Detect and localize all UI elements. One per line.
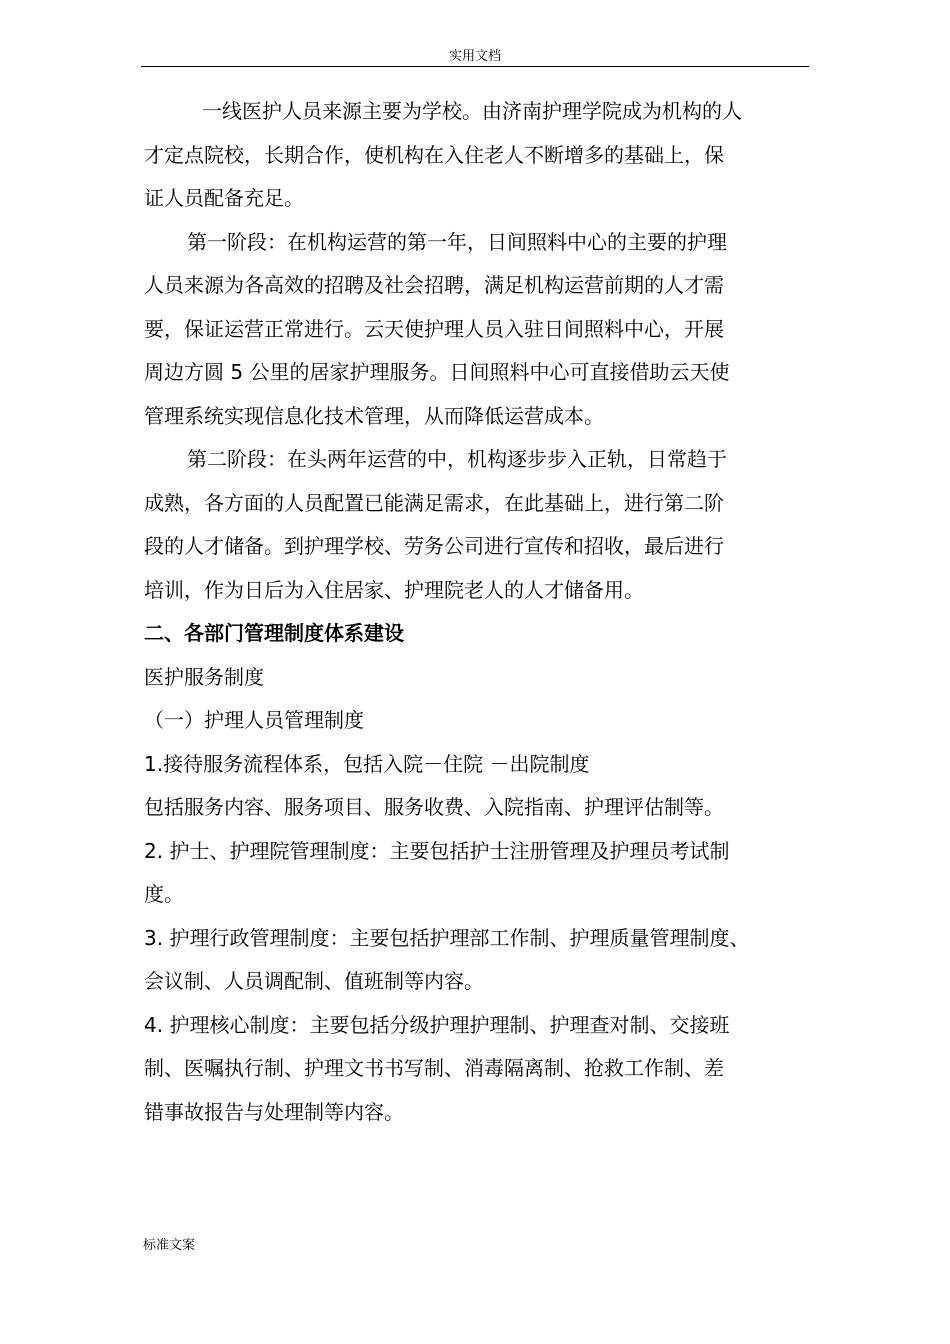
paragraph-line: 制、医嘱执行制、护理文书书写制、消毒隔离制、抢救工作制、差 bbox=[144, 1056, 724, 1080]
paragraph-line: 才定点院校，长期合作，使机构在入住老人不断增多的基础上，保 bbox=[144, 142, 724, 167]
paragraph-line: 第二阶段：在头两年运营的中，机构逐步步入正轨，日常趋于 bbox=[187, 447, 727, 471]
paragraph-line: 成熟，各方面的人员配置已能满足需求，在此基础上，进行第二阶 bbox=[144, 490, 724, 515]
list-item: 1.接待服务流程体系，包括入院－住院 －出院制度 bbox=[144, 751, 590, 776]
paragraph-line: 错事故报告与处理制等内容。 bbox=[144, 1099, 404, 1124]
section-heading: 二、各部门管理制度体系建设 bbox=[144, 621, 404, 645]
subsection-title: 医护服务制度 bbox=[144, 664, 264, 689]
paragraph-line: 培训，作为日后为入住居家、护理院老人的人才储备用。 bbox=[144, 577, 644, 602]
subsection-title: （一）护理人员管理制度 bbox=[144, 708, 364, 732]
page-footer-label: 标准文案 bbox=[143, 1238, 196, 1253]
paragraph-line: 一线医护人员来源主要为学校。由济南护理学院成为机构的人 bbox=[202, 99, 742, 123]
list-item: 2. 护士、护理院管理制度：主要包括护士注册管理及护理员考试制 bbox=[144, 838, 730, 863]
paragraph-line: 段的人才储备。到护理学校、劳务公司进行宣传和招收，最后进行 bbox=[144, 534, 724, 558]
list-item: 4. 护理核心制度：主要包括分级护理护理制、护理查对制、交接班 bbox=[144, 1012, 730, 1037]
paragraph-line: 包括服务内容、服务项目、服务收费、入院指南、护理评估制等。 bbox=[144, 795, 724, 819]
list-item: 3. 护理行政管理制度：主要包括护理部工作制、护理质量管理制度、 bbox=[144, 925, 750, 950]
paragraph-line: 会议制、人员调配制、值班制等内容。 bbox=[144, 969, 484, 993]
paragraph-line: 人员来源为各高效的招聘及社会招聘，满足机构运营前期的人才需 bbox=[144, 273, 724, 297]
paragraph-line: 周边方圆 5 公里的居家护理服务。日间照料中心可直接借助云天使 bbox=[144, 360, 730, 384]
paragraph-line: 证人员配备充足。 bbox=[144, 186, 304, 210]
paragraph-line: 度。 bbox=[144, 882, 184, 906]
document-body bbox=[144, 90, 814, 1134]
paragraph-line: 第一阶段：在机构运营的第一年，日间照料中心的主要的护理 bbox=[187, 229, 727, 254]
paragraph-line: 管理系统实现信息化技术管理，从而降低运营成本。 bbox=[144, 403, 604, 428]
paragraph-line: 要，保证运营正常进行。云天使护理人员入驻日间照料中心，开展 bbox=[144, 316, 724, 341]
page-header-title: 实用文档 bbox=[448, 49, 501, 64]
header-divider bbox=[141, 66, 809, 67]
